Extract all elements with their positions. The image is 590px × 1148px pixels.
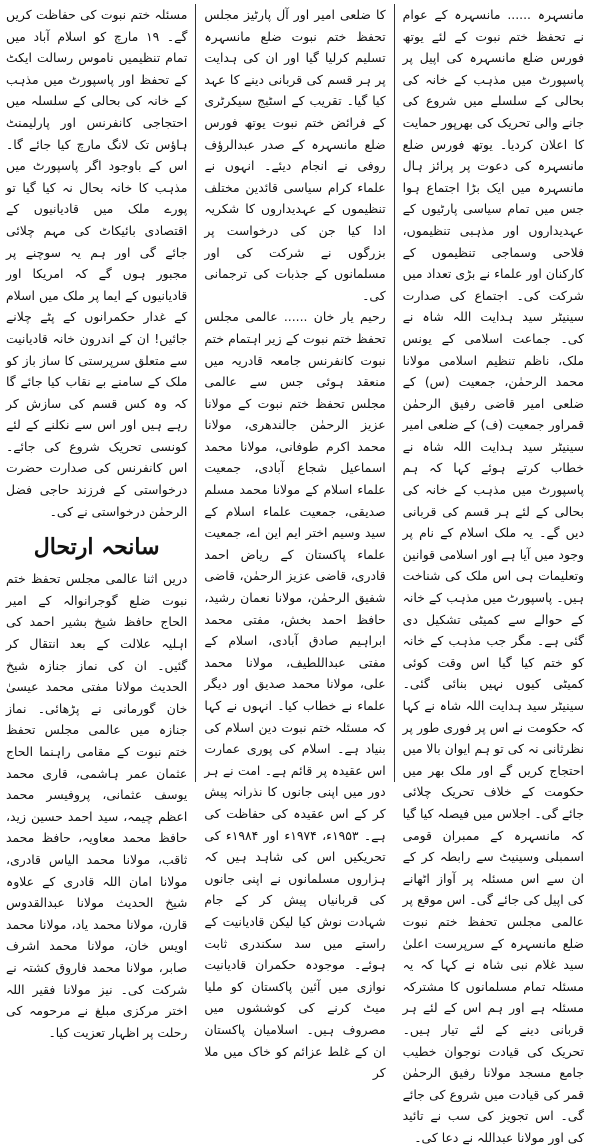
- column-right: [402, 4, 584, 1145]
- paragraph: رحیم یار خان ...... عالمی مجلس تحفظ ختم نبوت کے زیر اہتمام ختم نبوت کانفرنس جامعہ قادریہ میں منعقد ہوئی جس سے عالمی مجلس تحفظ ختم نبوت کے مولانا عزیز الرحمٰن جالندھری، مولانا محمد اکرم طوفانی، مولانا محمد اسماعیل شجاع آبادی، جمعیت علماء اسلام کے مولانا محمد مسلم صدیقی، جمعیت علماء اسلام کے سید وسیم اختر ایم این اے، جمعیت علماء پاکستان کے ریاض احمد قادری، قاضی عزیز الرحمٰن، قاضی شفیق الرحمٰن، مولانا نعمان رشید، حافظ احمد بخش، مفتی محمد ابراہیم صادق آبادی، اسلام کے مفتی عبداللطیف، مولانا محمد علی، مولانا محمد صدیق اور دیگر علماء نے خطاب کیا۔ انہوں نے کہا کہ مسئلہ ختم نبوت دین اسلام کی بنیاد ہے۔ اسلام کی پوری عمارت اس عقیدہ پر قائم ہے۔ امت نے ہر دور میں اپنی جانوں کا نذرانہ پیش کر کے اس عقیدہ کی حفاظت کی ہے۔ ۱۹۵۳ء، ۱۹۷۴ء اور ۱۹۸۴ء کی تحریکیں اس کی شاہد ہیں کہ ہزاروں مسلمانوں نے اپنی جانوں کی قربانیاں پیش کر کے جام شہادت نوش کیا لیکن قادیانیت کے راستے میں سد سکندری ثابت ہوئے۔ موجودہ حکمران قادیانیت نوازی میں آئین پاکستان کو ملیا میٹ کرنے کی کوششوں میں مصروف ہیں۔ اسلامیان پاکستان ان کے غلط عزائم کو خاک میں ملا کر: [204, 309, 386, 1081]
- paragraph: مسئلہ ختم نبوت کی حفاظت کریں گے۔ ۱۹ مارچ کو اسلام آباد میں تمام تنظیمیں ناموس رسالت ایکٹ کے تحفظ اور پاسپورٹ میں مذہب کے خانہ کی بحالی کے سلسلہ میں احتجاجی کانفرنس اور پارلیمنٹ ہاؤس تک لانگ مارچ کیا جائے گا۔ اس کے باوجود اگر پاسپورٹ میں مذہب کا خانہ بحال نہ کیا گیا تو پورے ملک میں قادیانیوں کے اقتصادی بائیکاٹ کی مہم چلائی جائے گی اور ہم یہ سوچنے پر مجبور ہوں گے کہ امریکا اور قادیانیوں کے ایما پر ملک میں اسلام کے غدار حکمرانوں کے پٹے چلانے جائیں! ان کے اندرون خانہ قادیانیت سے متعلق سرپرستی کا ساز باز کو ملک کے سامنے بے نقاب کیا جائے گا کہ وہ کس قسم کی سازش کر رہے ہیں اور اس سے نکلنے کے لئے کونسی تحریک شروع کی جائے۔ اس کانفرنس کی صدارت حضرت درخواستی کے فرزند حاجی فضل الرحمٰن درخواستی نے کی۔: [6, 7, 188, 519]
- column-left: [6, 4, 188, 1040]
- paragraph: دریں اثنا عالمی مجلس تحفظ ختم نبوت ضلع گوجرانوالہ کے امیر الحاج حافظ شیخ بشیر احمد کی اہلیہ علالت کے بعد انتقال کر گئیں۔ ان کی نماز جنازہ شیخ الحدیث مولانا مفتی محمد عیسیٰ خان گورمانی نے پڑھائی۔ نماز جنازہ میں عالمی مجلس تحفظ ختم نبوت کے مقامی راہنما الحاج عثمان عمر ہاشمی، قاری محمد یوسف عثمانی، پروفیسر محمد اعظم چیمہ، سید احمد حسین زید، حافظ محمد معاویہ، حافظ محمد ثاقب، مولانا محمد الیاس قادری، مولانا امان اللہ قادری کے علاوہ شیخ الحدیث مولانا عبدالقدوس قارن، مولانا محمد یاد، مولانا محمد اویس خان، مولانا محمد اشرف صابر، مولانا محمد فاروق کشتہ نے شرکت کی۔ نیز مولانا فقیر اللہ اختر مرکزی مبلغ نے مرحومہ کی رحلت پر اظہار تعزیت کیا۔: [6, 571, 188, 1040]
- paragraph: مانسہرہ ...... مانسہرہ کے عوام نے تحفظ ختم نبوت کے لئے یوتھ فورس ضلع مانسہرہ کی اپیل پر پاسپورٹ میں مذہب کے خانہ کی بحالی کے سلسلے میں شروع کی جانے والی تحریک کی بھرپور حمایت کا اعلان کردیا۔ یوتھ فورس ضلع مانسہرہ کی دعوت پر پرائز ہال مانسہرہ میں ایک بڑا اجتماع ہوا جس میں تمام سیاسی پارٹیوں کے عہدیداروں اور مذہبی تنظیموں، فلاحی وسماجی تنظیموں کے کارکنان اور علماء نے بڑی تعداد میں شرکت کی۔ اجتماع کی صدارت سینیٹر سید ہدایت اللہ شاہ نے کی۔ جماعت اسلامی کے یونس ملک، ناظم تنظیم اسلامی مولانا محمد الرحمٰن، جمعیت (س) کے ضلعی امیر قاضی رفیق الرحمٰن قمراور جمعیت (ف) کے ضلعی امیر سینیٹر سید ہدایت اللہ شاہ نے خطاب کرتے ہوئے کہا کہ ہم پاسپورٹ میں مذہب کے خانہ کی بحالی کے لئے ہر قسم کی قربانی دیں گے۔ یہ ملک اسلام کے نام پر وجود میں آیا ہے اور اسلامی قوانین وتعلیمات ہی اس ملک کی شناخت ہیں۔ پاسپورٹ میں مذہب کے خانہ کے حوالے سے کمیٹی تشکیل دی گئی ہے۔ مگر جب مذہب کے خانہ کو ختم کیا گیا اس وقت کوئی کمیٹی کیوں نہیں بنائی گئی۔ سینیٹر سید ہدایت اللہ شاہ نے کہا کہ حکومت نے اس پر فوری طور پر نظرثانی نہ کی تو ہم ایوان بالا میں احتجاج کریں گے اور ملک بھر میں حکومت کے خلاف تحریک چلائی جائے گی۔ اجلاس میں فیصلہ کیا گیا کہ مانسہرہ کے ممبران قومی اسمبلی وسینیٹ سے رابطہ کر کے ان سے اس مسئلہ پر آواز اٹھانے کی اپیل کی جائے گی۔ اس موقع پر عالمی مجلس تحفظ ختم نبوت ضلع مانسہرہ کے سرپرست اعلیٰ سید غلام نبی شاہ نے کہا کہ یہ مسئلہ تمام مسلمانوں کا مشترکہ مسئلہ ہے اور ہم اس کے لئے ہر قربانی دینے کے لئے تیار ہیں۔ تحریک کی قیادت نوجوان خطیب جامع مسجد مولانا رفیق الرحمٰن قمر کی قیادت میں شروع کی جائے گی۔ اس تجویز کی سب نے تائید کی اور مولانا عبداللہ نے دعا کی۔: [402, 7, 584, 1145]
- paragraph: کا ضلعی امیر اور آل پارٹیز مجلس تحفظ ختم نبوت ضلع مانسہرہ تسلیم کرلیا گیا اور ان کی ہدایت پر ہر قسم کی قربانی دینے کا عہد کیا گیا۔ تقریب کے اسٹیج سیکرٹری کے فرائض ختم نبوت یوتھ فورس ضلع مانسہرہ کے صدر عبدالرؤف روفی نے انجام دیئے۔ انہوں نے علماء کرام سیاسی قائدین مختلف تنظیموں کے عہدیداروں کا شکریہ ادا کیا جن کی درخواست پر بزرگوں نے شرکت کی اور مسلمانوں کے جذبات کی ترجمانی کی۔: [204, 7, 386, 303]
- column-divider: [195, 4, 196, 782]
- column-middle: [204, 4, 386, 1081]
- newspaper-page: [6, 4, 584, 1145]
- section-heading: سانحہ ارتحال: [33, 534, 160, 561]
- column-divider: [394, 4, 395, 782]
